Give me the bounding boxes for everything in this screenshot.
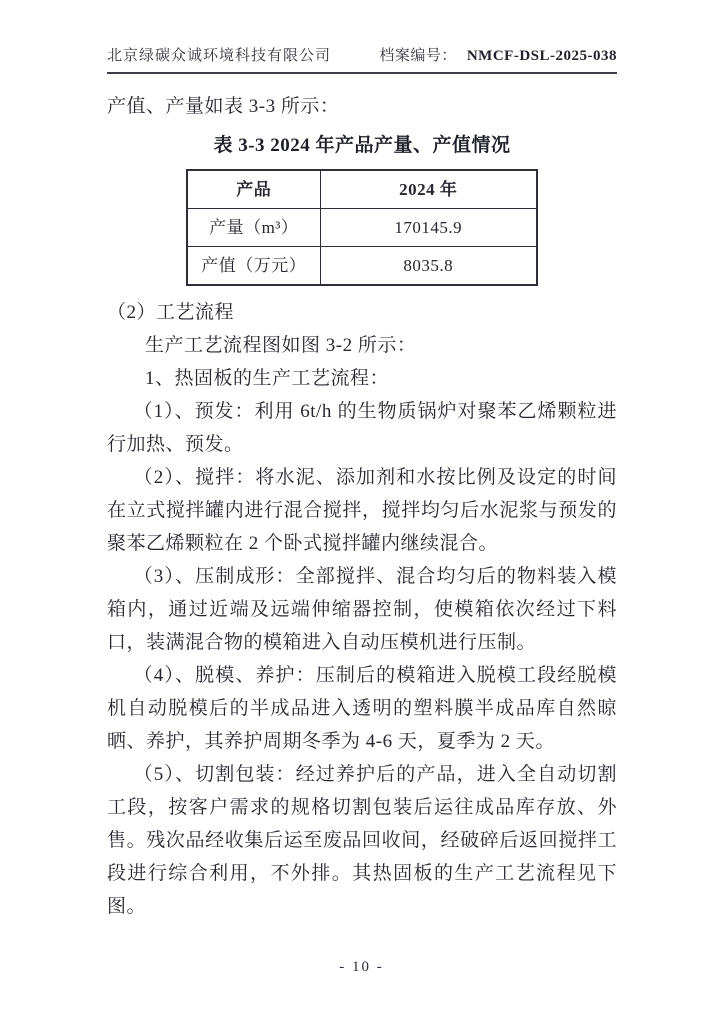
paragraph-step-2: （2）、搅拌：将水泥、添加剂和水按比例及设定的时间在立式搅拌罐内进行混合搅拌，搅拌均匀后水泥浆与预发的聚苯乙烯颗粒在 2 个卧式搅拌罐内继续混合。 [107,467,617,554]
document-body [107,90,617,923]
table-title: 表 3-3 2024 年产品产量、产值情况 [213,135,511,156]
paragraph-step-1: （1）、预发：利用 6t/h 的生物质锅炉对聚苯乙烯颗粒进行加热、预发。 [107,401,617,455]
table-header-product: 产品 [187,170,320,209]
table-cell-value-label: 产值（万元） [187,247,320,286]
paragraph-step-4: （4）、脱模、养护：压制后的模箱进入脱模工段经脱模机自动脱模后的半成品进入透明的塑料膜半成品库自然晾晒、养护，其养护周期冬季为 4-6 天，夏季为 2 天。 [107,665,617,752]
archive-number: NMCF-DSL-2025-038 [466,48,617,64]
paragraph-step-5: （5）、切割包装：经过养护后的产品，进入全自动切割工段，按客户需求的规格切割包装后运往成品库存放、外售。残次品经收集后运至废品回收间，经破碎后返回搅拌工段进行综合利用，不外排。其热固板的生产工艺流程见下图。 [107,764,617,917]
table-row [187,209,537,247]
table-row [187,247,537,286]
archive-label: 档案编号： [379,48,457,64]
paragraph-section-process: （2）工艺流程 [107,302,235,323]
header-company-name: 北京绿碳众诚环境科技有限公司 [107,48,332,64]
production-table [186,169,538,286]
paragraph-step-3: （3）、压制成形：全部搅拌、混合均匀后的物料装入模箱内，通过近端及远端伸缩器控制，使模箱依次经过下料口，装满混合物的模箱进入自动压模机进行压制。 [107,566,617,653]
header-archive [379,44,617,65]
table-header-row [187,170,537,209]
page-footer [0,959,723,976]
table-cell-output-label: 产量（m³） [187,209,320,247]
table-header-year: 2024 年 [320,170,537,209]
page-header [107,44,617,74]
paragraph-flow-intro: 生产工艺流程图如图 3-2 所示： [145,335,417,356]
page-number: - 10 - [339,959,384,975]
table-cell-output-value: 170145.9 [320,209,537,247]
table-cell-value-value: 8035.8 [320,247,537,286]
paragraph-intro: 产值、产量如表 3-3 所示： [107,96,340,117]
paragraph-board-flow: 1、热固板的生产工艺流程： [145,368,390,389]
